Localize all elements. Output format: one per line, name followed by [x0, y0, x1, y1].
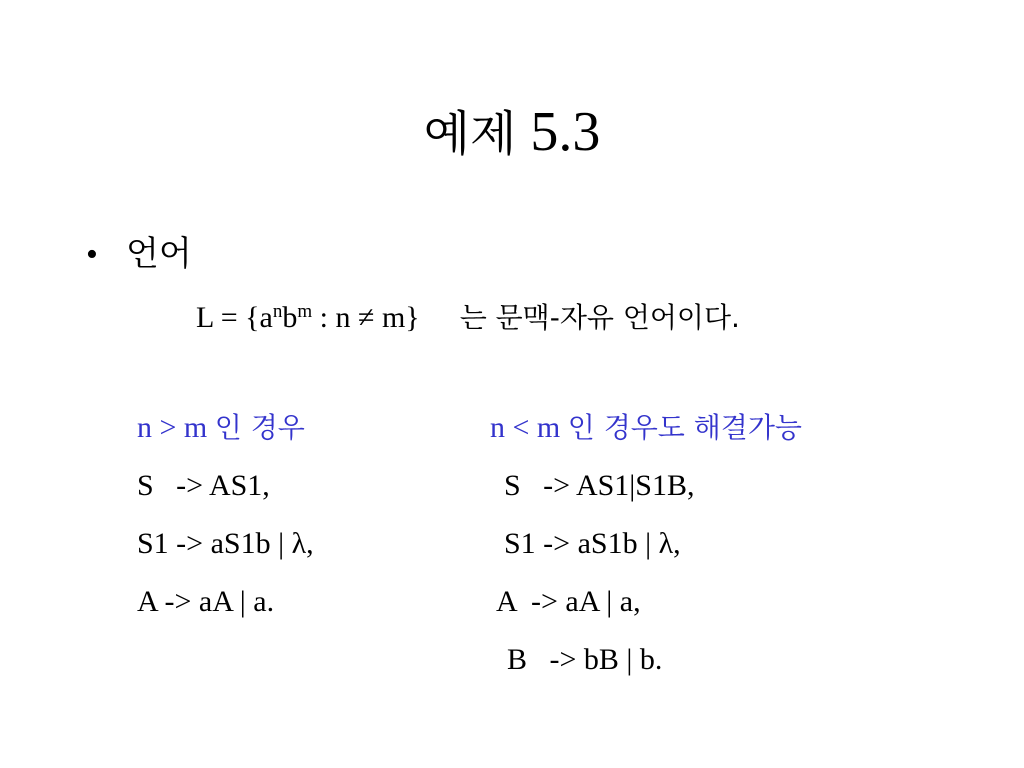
right-heading-math: n < m — [490, 411, 561, 444]
bullet-text: 언어 — [126, 234, 192, 274]
right-heading-text: 인 경우도 해결가능 — [567, 411, 802, 444]
expr-start: L = {a — [196, 301, 273, 334]
left-rule: S -> AS1, — [137, 469, 270, 502]
bullet-icon: • — [86, 236, 98, 273]
right-rule: B -> bB | b. — [507, 643, 663, 676]
language-description: 는 문맥-자유 언어이다. — [459, 301, 740, 334]
title-number: 5.3 — [530, 101, 601, 163]
left-rule: A -> aA | a. — [137, 585, 275, 618]
right-rule: S1 -> aS1b | λ, — [504, 527, 681, 560]
right-heading — [490, 408, 802, 448]
slide-title — [0, 96, 1024, 170]
left-heading-math: n > m — [137, 411, 208, 444]
bullet-item — [86, 232, 192, 277]
expr-b: b — [282, 301, 298, 334]
expr-end: : n ≠ m} — [312, 301, 420, 334]
right-rule: S -> AS1|S1B, — [504, 469, 695, 502]
left-heading — [137, 408, 305, 448]
left-rule: S1 -> aS1b | λ, — [137, 527, 314, 560]
exponent-m: m — [297, 301, 313, 322]
exponent-n: n — [272, 301, 283, 322]
right-rule: A -> aA | a, — [496, 585, 641, 618]
left-heading-text: 인 경우 — [214, 411, 305, 444]
language-definition — [196, 292, 740, 338]
title-korean: 예제 — [423, 106, 517, 162]
